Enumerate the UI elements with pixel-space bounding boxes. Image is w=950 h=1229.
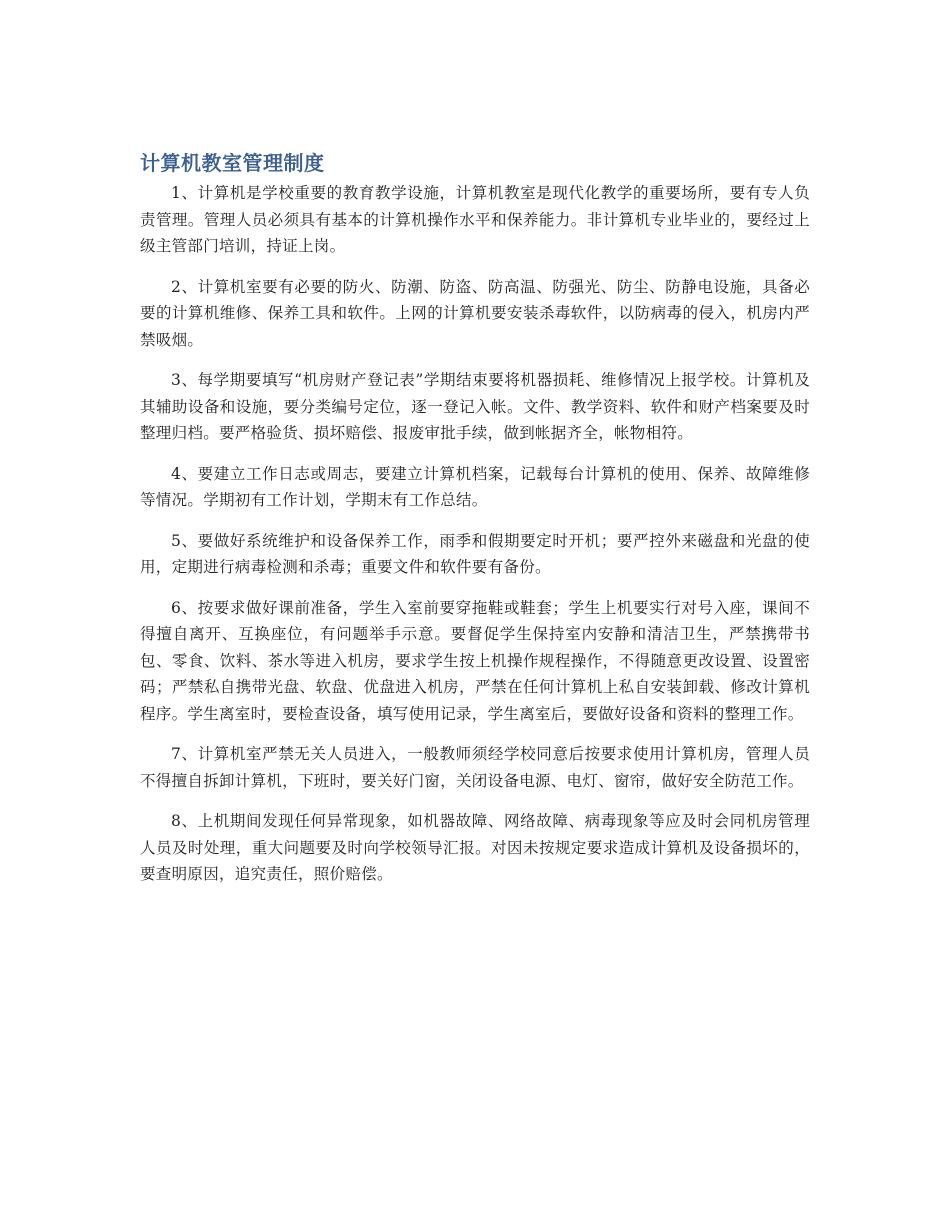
rule-paragraph-3: 3、每学期要填写“机房财产登记表”学期结束要将机器损耗、维修情况上报学校。计算机及其辅助设备和设施，要分类编号定位，逐一登记入帐。文件、教学资料、软件和财产档案要及时整理归档。要严格验货、损坏赔偿、报废审批手续，做到帐据齐全，帐物相符。 [140,371,810,442]
rule-paragraph-6: 6、按要求做好课前准备，学生入室前要穿拖鞋或鞋套；学生上机要实行对号入座，课间不得擅自离开、互换座位，有问题举手示意。要督促学生保持室内安静和清洁卫生，严禁携带书包、零食、饮料、茶水等进入机房，要求学生按上机操作规程操作，不得随意更改设置、设置密码；严禁私自携带光盘、软盘、优盘进入机房，严禁在任何计算机上私自安装卸载、修改计算机程序。学生离室时，要检查设备，填写使用记录，学生离室后，要做好设备和资料的整理工作。 [140,598,810,723]
rule-paragraph-5: 5、要做好系统维护和设备保养工作，雨季和假期要定时开机；要严控外来磁盘和光盘的使用，定期进行病毒检测和杀毒；重要文件和软件要有备份。 [140,531,810,576]
document-body [140,148,810,902]
rule-paragraph-1: 1、计算机是学校重要的教育教学设施，计算机教室是现代化教学的重要场所，要有专人负责管理。管理人员必须具有基本的计算机操作水平和保养能力。非计算机专业毕业的，要经过上级主管部门培训，持证上岗。 [140,184,810,255]
rule-paragraph-2: 2、计算机室要有必要的防火、防潮、防盗、防高温、防强光、防尘、防静电设施，具备必要的计算机维修、保养工具和软件。上网的计算机要安装杀毒软件，以防病毒的侵入，机房内严禁吸烟。 [140,277,810,349]
rule-paragraph-4: 4、要建立工作日志或周志，要建立计算机档案，记载每台计算机的使用、保养、故障维修等情况。学期初有工作计划，学期末有工作总结。 [140,464,810,509]
document-title: 计算机教室管理制度 [140,151,325,175]
rule-paragraph-7: 7、计算机室严禁无关人员进入，一般教师须经学校同意后按要求使用计算机房，管理人员不得擅自拆卸计算机，下班时，要关好门窗，关闭设备电源、电灯、窗帘，做好安全防范工作。 [140,745,810,790]
rule-paragraph-8: 8、上机期间发现任何异常现象，如机器故障、网络故障、病毒现象等应及时会同机房管理人员及时处理，重大问题要及时向学校领导汇报。对因未按规定要求造成计算机及设备损坏的，要查明原因，追究责任，照价赔偿。 [140,812,810,883]
